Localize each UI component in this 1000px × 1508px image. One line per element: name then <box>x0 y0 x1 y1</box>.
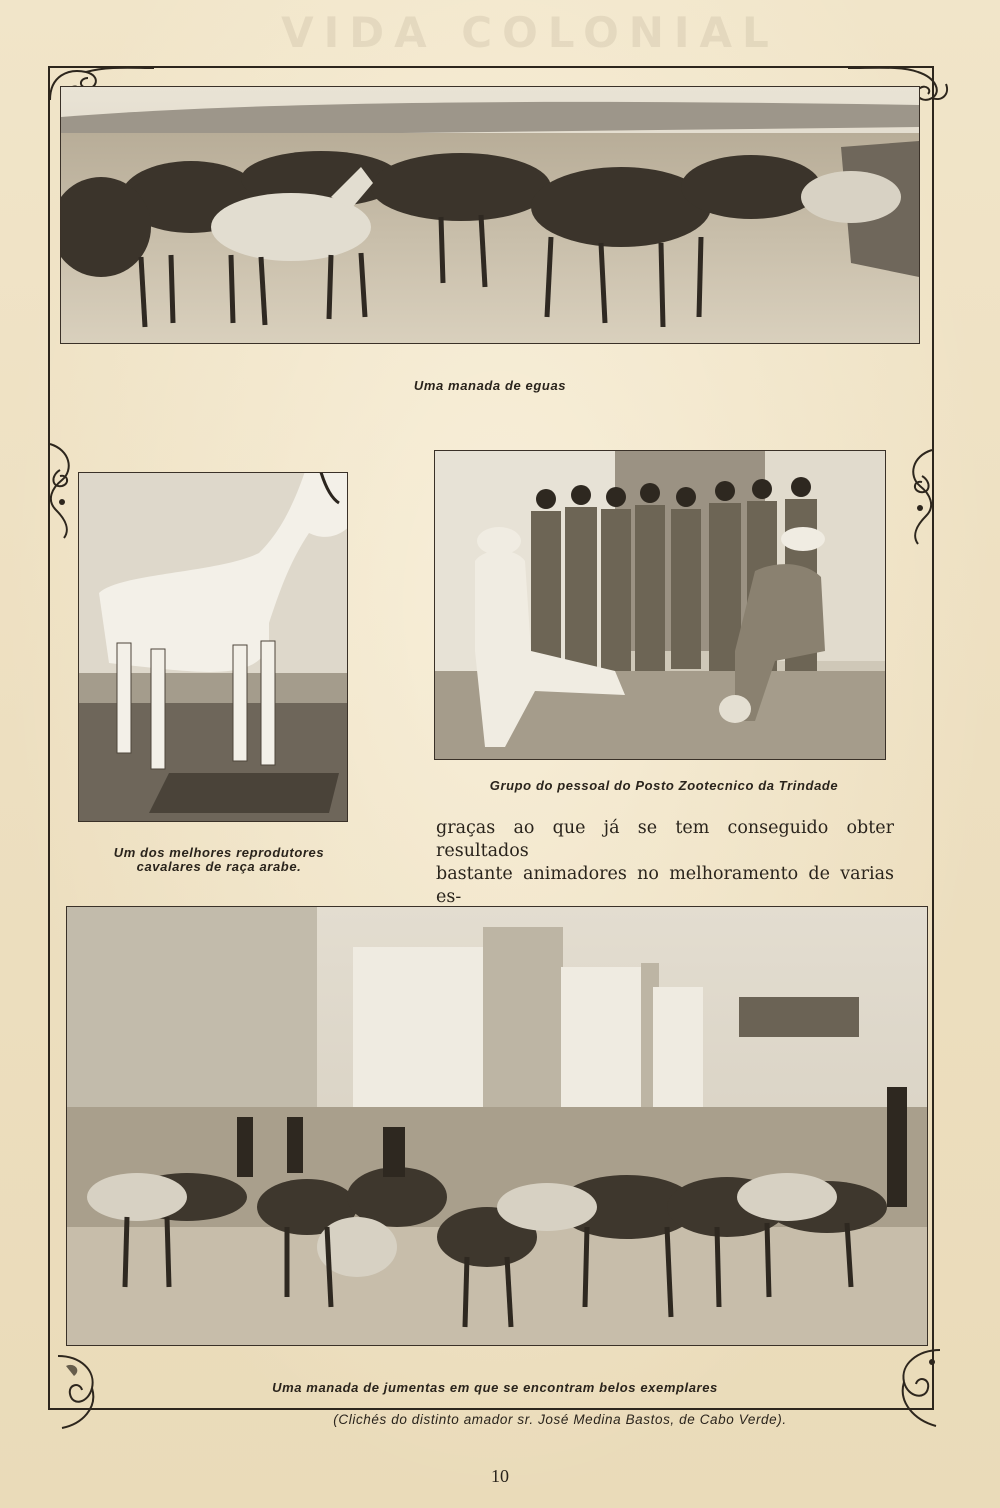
ornament-bottom-left <box>52 1352 112 1432</box>
photo-staff <box>434 450 886 760</box>
caption-stallion-line2: cavalares de raça arabe. <box>136 859 302 874</box>
article-line: bastante animadores no melhoramento de varias es- <box>436 864 894 907</box>
bleed-through-masthead: VIDA COLONIAL <box>281 8 779 57</box>
donkeys-illustration <box>67 907 927 1345</box>
stallion-illustration <box>79 473 347 821</box>
caption-stallion <box>84 846 354 874</box>
mares-illustration <box>61 87 919 343</box>
caption-staff: Grupo do pessoal do Posto Zootecnico da Trindade <box>489 778 839 793</box>
photo-credit: (Clichés do distinto amador sr. José Medina Bastos, de Cabo Verde). <box>333 1412 787 1427</box>
staff-illustration <box>435 451 885 759</box>
ornament-right-scroll <box>902 446 942 546</box>
article-line: graças ao que já se tem conseguido obter resultados <box>436 818 894 861</box>
caption-donkeys: Uma manada de jumentas em que se encontram belos exemplares <box>272 1380 718 1395</box>
caption-mares: Uma manada de eguas <box>413 378 567 393</box>
photo-mares <box>60 86 920 344</box>
photo-donkeys <box>66 906 928 1346</box>
photo-stallion <box>78 472 348 822</box>
ornament-left-scroll <box>40 440 80 540</box>
page-number: 10 <box>491 1466 509 1486</box>
ornament-bottom-right <box>886 1346 946 1432</box>
caption-stallion-line1: Um dos melhores reprodutores <box>113 845 325 860</box>
